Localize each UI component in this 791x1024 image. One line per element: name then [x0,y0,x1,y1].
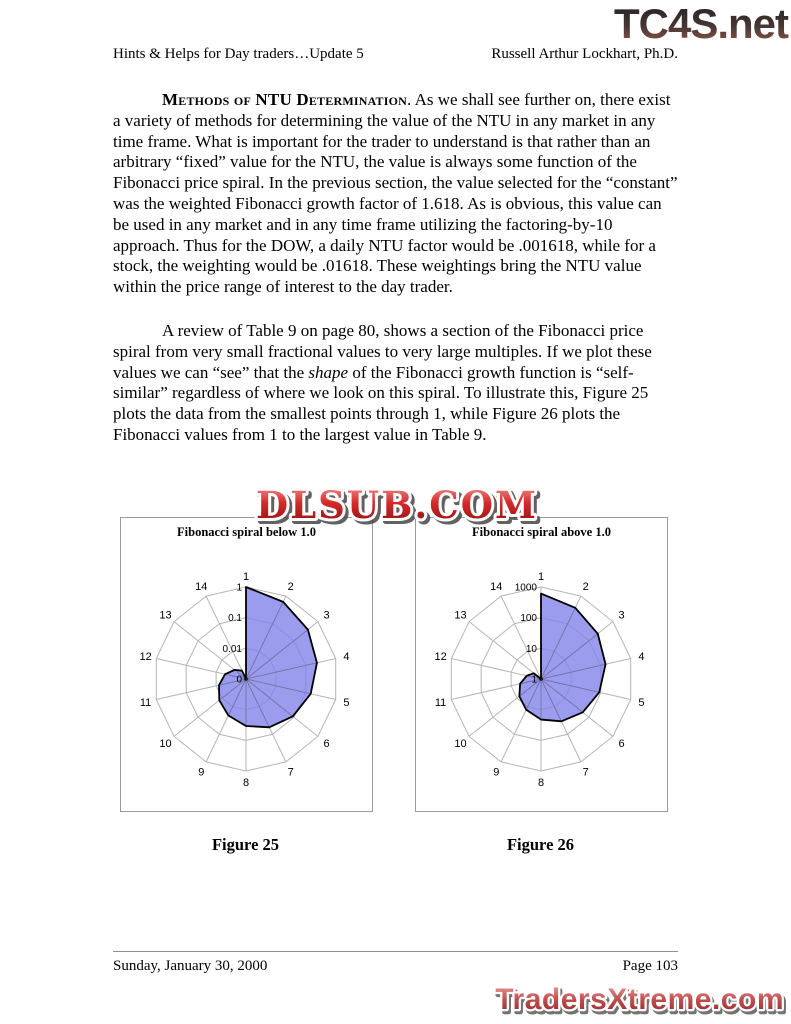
svg-text:1: 1 [236,582,242,594]
italic-word: shape [308,362,349,382]
svg-text:7: 7 [582,766,589,779]
svg-text:4: 4 [638,650,645,663]
paragraph-review [113,321,679,446]
figure-26-chart-box [415,517,668,812]
svg-text:2: 2 [582,581,589,594]
svg-text:11: 11 [434,696,447,709]
svg-text:3: 3 [618,609,625,622]
paragraph-text: . As we shall see further on, there exist a variety of methods for determining the value of the NTU in any market in any time frame. What is important for the trader to understand is that rather than an arbitrary “fixed” value for the NTU, the value is always some function of the Fibonacci price spiral. In the previous section, the value selected for the “constant” was the weighted Fibonacci growth factor of 1.618. As is obvious, this value can be used in any market and in any time frame utilizing the factoring-by-10 approach. Thus for the DOW, a daily NTU factor would be .001618, while for a stock, the weighting would be .01618. These weightings bring the NTU value within the price range of interest to the day trader. [113,90,678,297]
svg-text:1: 1 [537,570,545,583]
svg-text:8: 8 [537,776,545,789]
figure-25-chart-title: Fibonacci spiral below 1.0 [177,525,316,539]
paragraph-text: A review of Table 9 on page 80, shows a section of the Fibonacci price spiral from very small fractional values to very large multiples. If we plot these values we can “see” that the [113,320,652,382]
figure-26-caption: Figure 26 [506,835,575,854]
dlsub-banner-text: DLSUB.COM [256,483,538,527]
svg-text:5: 5 [638,696,645,709]
page-header [113,46,678,63]
figure-25-polar-chart [121,518,372,811]
svg-text:9: 9 [493,766,500,779]
svg-text:14: 14 [195,581,208,594]
svg-text:11: 11 [139,696,152,709]
dlsub-banner[interactable] [212,478,582,532]
footer-divider [113,951,678,952]
svg-text:0.1: 0.1 [228,613,242,625]
svg-text:10: 10 [525,643,537,655]
tc4s-logo-text: TC4S.net [613,0,788,46]
paragraph-methods [113,90,679,298]
svg-text:7: 7 [287,766,294,779]
svg-text:12: 12 [434,650,447,663]
svg-text:12: 12 [139,650,152,663]
svg-text:1000: 1000 [514,582,537,594]
header-author: Russell Arthur Lockhart, Ph.D. [491,46,678,62]
figure-26-polar-chart [416,518,667,811]
svg-text:13: 13 [159,609,172,622]
svg-text:3: 3 [323,609,330,622]
svg-text:14: 14 [490,581,503,594]
svg-text:6: 6 [323,738,330,751]
svg-text:13: 13 [454,609,467,622]
svg-text:0: 0 [236,674,242,686]
page-footer [113,958,678,975]
paragraph-text: of the Fibonacci growth function is “self-similar” regardless of where we look on this spiral. To illustrate this, Figure 25 plots the data from the smallest points through 1, while Figure 26 plots the Fibonacci values from 1 to the largest value in Table 9. [113,362,649,444]
figure-25-caption: Figure 25 [211,835,280,854]
tradersxtreme-banner[interactable] [458,977,791,1024]
body-text [113,90,679,446]
svg-text:4: 4 [343,650,350,663]
footer-page-number: Page 103 [622,958,678,974]
section-heading: Methods of NTU Determination [162,90,408,109]
svg-text:10: 10 [454,738,467,751]
svg-text:2: 2 [287,581,294,594]
svg-text:10: 10 [159,738,172,751]
svg-text:0.01: 0.01 [222,643,242,655]
svg-text:6: 6 [618,738,625,751]
tc4s-logo[interactable] [592,0,791,46]
figure-25-chart-box [120,517,373,812]
figure-26-chart-title: Fibonacci spiral above 1.0 [472,525,611,539]
svg-text:8: 8 [242,776,250,789]
svg-text:1: 1 [531,674,537,686]
tradersxtreme-banner-text: TradersXtreme.com [495,983,784,1016]
footer-date: Sunday, January 30, 2000 [113,958,268,974]
svg-text:100: 100 [520,613,537,625]
svg-text:9: 9 [198,766,205,779]
svg-text:1: 1 [242,570,250,583]
svg-text:5: 5 [343,696,350,709]
header-title: Hints & Helps for Day traders…Update 5 [113,46,364,62]
